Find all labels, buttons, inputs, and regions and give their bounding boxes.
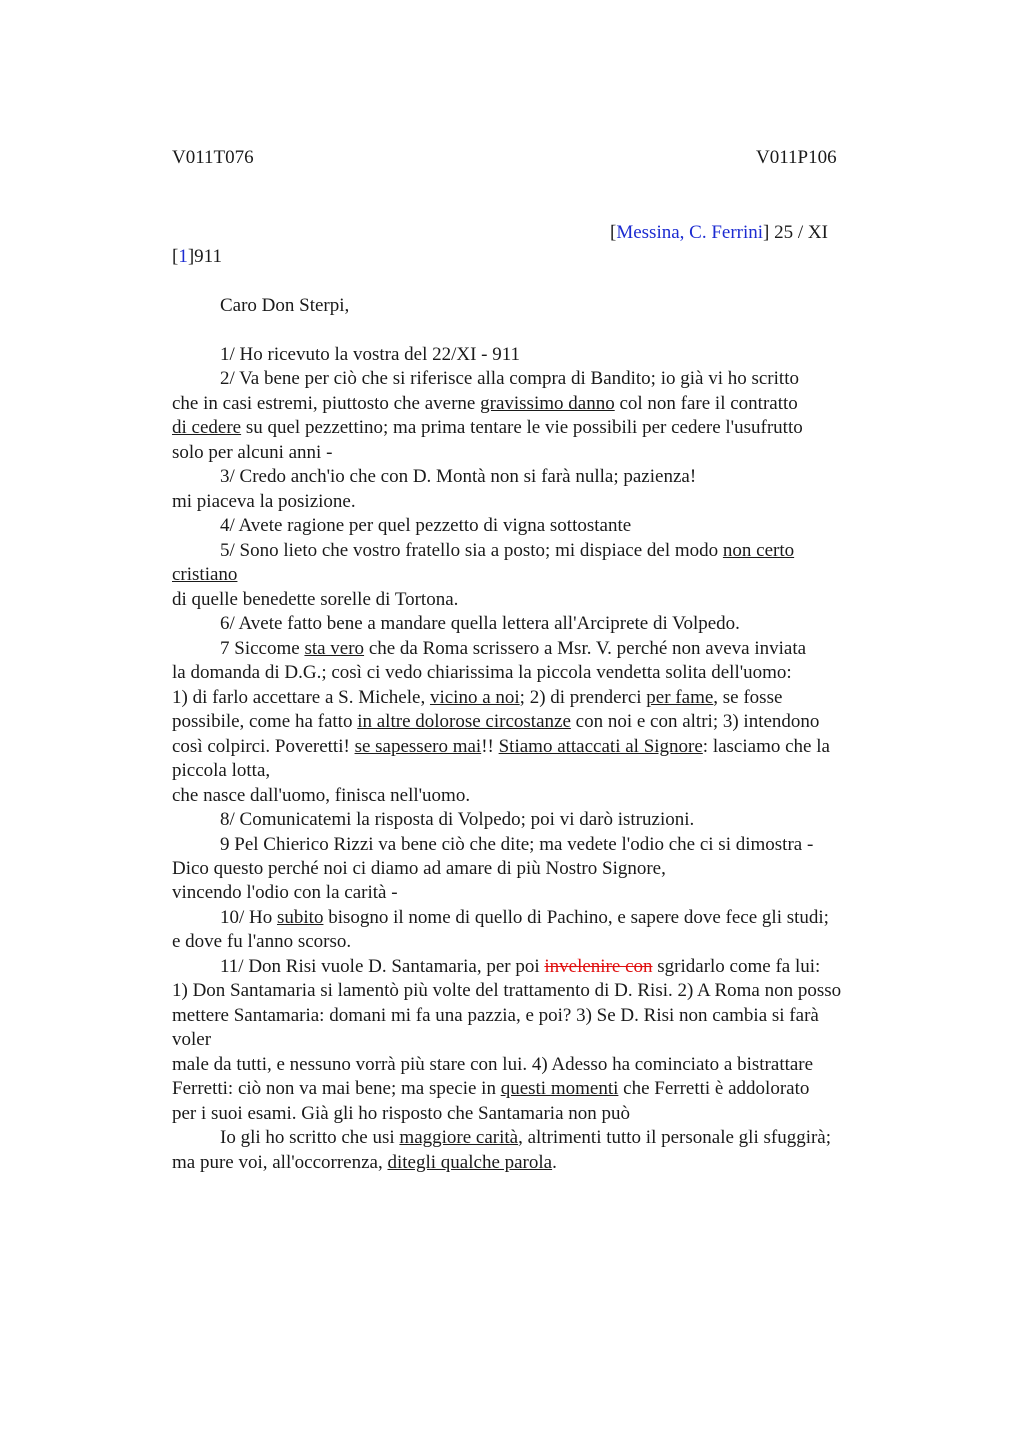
body-line: [172, 416, 803, 440]
underlined-text: di cedere: [172, 417, 242, 438]
text-run: 11/ Don Risi vuole D. Santamaria, per poi: [220, 956, 545, 977]
text-run: che Ferretti è addolorato: [618, 1078, 810, 1099]
body-line: 8/ Comunicatemi la risposta di Volpedo; poi vi darò istruzioni.: [220, 809, 695, 830]
body-line: Dico questo perché noi ci diamo ad amare di più Nostro Signore,: [172, 858, 666, 879]
body-line: e dove fu l'anno scorso.: [172, 931, 352, 952]
text-run: 7 Siccome: [220, 638, 305, 659]
dateline-place-link[interactable]: Messina, C. Ferrini: [616, 222, 764, 243]
underlined-text: questi momenti: [500, 1078, 619, 1099]
body-line: [172, 392, 798, 416]
body-line: [172, 1151, 557, 1175]
body-line: [220, 539, 794, 563]
underlined-text: se sapessero mai: [354, 736, 482, 757]
text-run: che da Roma scrissero a Msr. V. perché non aveva inviata: [364, 638, 807, 659]
body-line: vincendo l'odio con la carità -: [172, 882, 398, 903]
text-run: 1) di farlo accettare a S. Michele,: [172, 687, 430, 708]
body-line: [172, 1077, 809, 1101]
body-line: [172, 710, 819, 734]
body-line: 9 Pel Chierico Rizzi va bene ciò che dite; ma vedete l'odio che ci si dimostra -: [220, 834, 814, 855]
underlined-text: sta vero: [304, 638, 365, 659]
text-run: bisogno il nome di quello di Pachino, e sapere dove fece gli studi;: [323, 907, 829, 928]
text-run: , altrimenti tutto il personale gli sfuggirà;: [518, 1127, 832, 1148]
body-line: male da tutti, e nessuno vorrà più stare con lui. 4) Adesso ha cominciato a bistrattare: [172, 1054, 814, 1075]
body-line: [172, 735, 830, 759]
underlined-text: Stiamo attaccati al Signore: [498, 736, 703, 757]
document-code-right: V011P106: [756, 147, 837, 168]
salutation: Caro Don Sterpi,: [220, 295, 350, 316]
body-line: voler: [172, 1029, 212, 1050]
dateline-date: ] 25 / XI: [763, 222, 828, 243]
year-open-bracket: [: [172, 246, 179, 267]
body-line: [220, 1126, 831, 1150]
text-run: col non fare il contratto: [614, 393, 798, 414]
body-line: solo per alcuni anni -: [172, 442, 333, 463]
body-line: 4/ Avete ragione per quel pezzetto di vigna sottostante: [220, 515, 632, 536]
text-run: così colpirci. Poveretti!: [172, 736, 355, 757]
text-run: che in casi estremi, piuttosto che averne: [172, 393, 481, 414]
text-run: possibile, come ha fatto: [172, 711, 358, 732]
body-line: 1) Don Santamaria si lamentò più volte del trattamento di D. Risi. 2) A Roma non posso: [172, 980, 842, 1001]
underlined-text: vicino a noi: [429, 687, 520, 708]
body-line: [172, 563, 237, 587]
text-run: sgridarlo come fa lui:: [652, 956, 821, 977]
body-line: 2/ Va bene per ciò che si riferisce alla compra di Bandito; io già vi ho scritto: [220, 368, 799, 389]
underlined-text: per fame: [646, 687, 714, 708]
text-run: con noi e con altri; 3) intendono: [570, 711, 820, 732]
body-line: che nasce dall'uomo, finisca nell'uomo.: [172, 785, 471, 806]
underlined-text: cristiano: [172, 564, 238, 585]
body-line: 3/ Credo anch'io che con D. Montà non si farà nulla; pazienza!: [220, 466, 697, 487]
body-line: la domanda di D.G.; così ci vedo chiarissima la piccola vendetta solita dell'uomo:: [172, 662, 792, 683]
body-line: mi piaceva la posizione.: [172, 491, 356, 512]
text-run: !!: [481, 736, 499, 757]
text-run: 5/ Sono lieto che vostro fratello sia a posto; mi dispiace del modo: [220, 540, 723, 561]
underlined-text: maggiore carità: [399, 1127, 519, 1148]
body-line: [220, 955, 820, 979]
underlined-text: subito: [277, 907, 324, 928]
body-line: [172, 686, 782, 710]
text-run: Ferretti: ciò non va mai bene; ma specie in: [172, 1078, 501, 1099]
dateline: [610, 222, 828, 244]
dateline-year: [172, 246, 222, 268]
body-line: piccola lotta,: [172, 760, 271, 781]
text-run: su quel pezzettino; ma prima tentare le vie possibili per cedere l'usufrutto: [241, 417, 803, 438]
underlined-text: ditegli qualche parola: [387, 1152, 553, 1173]
text-run: Io gli ho scritto che usi: [220, 1127, 400, 1148]
text-run: .: [552, 1152, 557, 1173]
year-rest: ]911: [187, 246, 222, 267]
body-line: di quelle benedette sorelle di Tortona.: [172, 589, 459, 610]
text-run: ma pure voi, all'occorrenza,: [172, 1152, 388, 1173]
underlined-text: in altre dolorose circostanze: [357, 711, 571, 732]
body-line: [220, 637, 806, 661]
deleted-text: invelenire con: [544, 956, 653, 977]
body-line: per i suoi esami. Già gli ho risposto che Santamaria non può: [172, 1103, 631, 1124]
body-line: mettere Santamaria: domani mi fa una pazzia, e poi? 3) Se D. Risi non cambia si farà: [172, 1005, 819, 1026]
text-run: : lasciamo che la: [702, 736, 830, 757]
body-line: 1/ Ho ricevuto la vostra del 22/XI - 911: [220, 344, 521, 365]
text-run: ; 2) di prenderci: [519, 687, 647, 708]
text-run: , se fosse: [713, 687, 783, 708]
document-code-left: V011T076: [172, 147, 254, 168]
text-run: 10/ Ho: [220, 907, 277, 928]
underlined-text: non certo: [722, 540, 795, 561]
dateline-open-bracket: [: [610, 222, 617, 243]
body-line: 6/ Avete fatto bene a mandare quella lettera all'Arciprete di Volpedo.: [220, 613, 740, 634]
underlined-text: gravissimo danno: [480, 393, 615, 414]
year-digit-link[interactable]: 1: [178, 246, 188, 267]
body-line: [220, 906, 829, 930]
